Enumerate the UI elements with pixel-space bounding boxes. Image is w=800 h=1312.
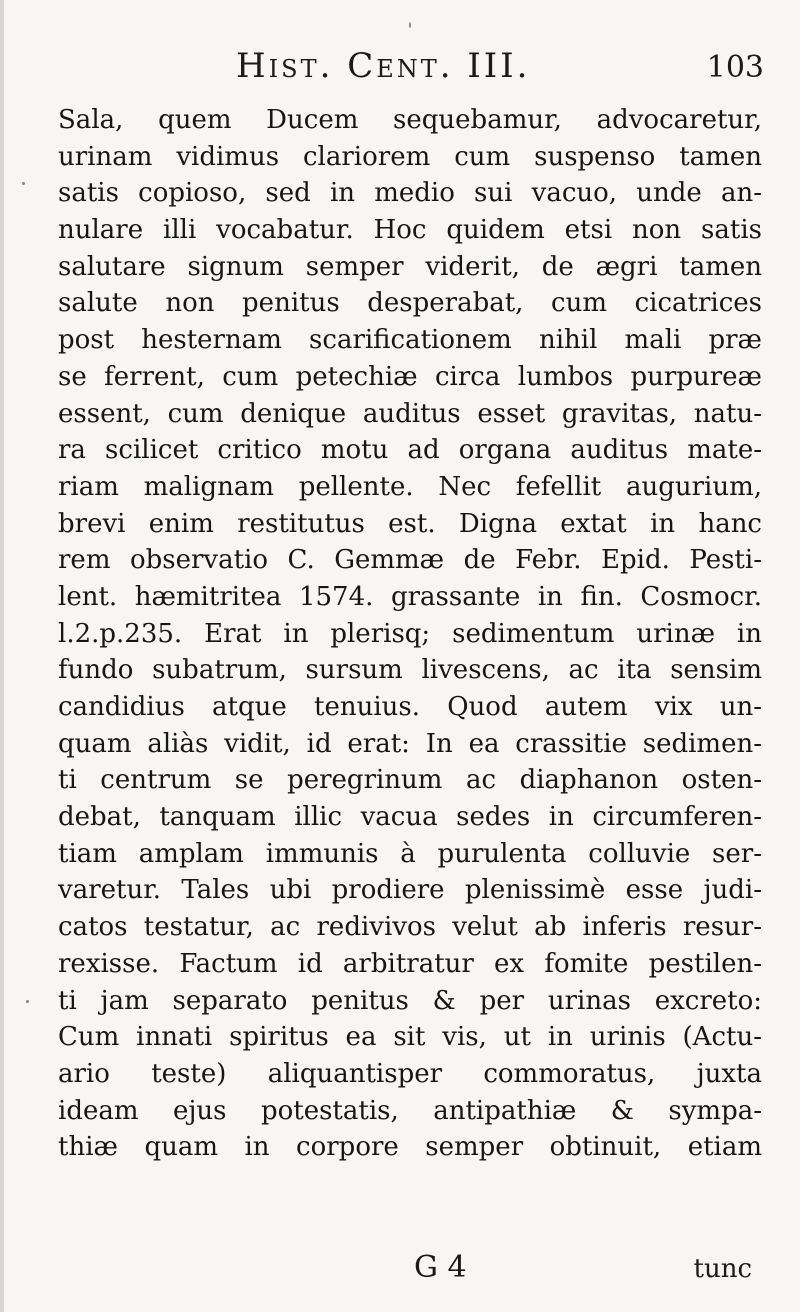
text-line: salutare signum semper viderit, de ægri tamen xyxy=(58,251,762,282)
text-line: essent, cum denique auditus esset gravitas, natu- xyxy=(58,398,762,429)
running-title: Hist. Cent. III. xyxy=(236,46,531,86)
text-line: quam aliàs vidit, id erat: In ea crassitie sedimen- xyxy=(58,728,762,759)
text-line: nulare illi vocabatur. Hoc quidem etsi non satis xyxy=(58,215,762,246)
text-line: riam malignam pellente. Nec fefellit augurium, xyxy=(58,471,762,502)
text-line: l.2.p.235. Erat in plerisq; sedimentum urinæ in xyxy=(58,618,762,649)
catchword: tunc xyxy=(693,1254,752,1284)
text-line: Cum innati spiritus ea sit vis, ut in urinis (Actu- xyxy=(58,1022,762,1053)
text-line: urinam vidimus clariorem cum suspenso tamen xyxy=(58,141,762,172)
text-line: lent. hæmitritea 1574. grassante in fin. Cosmocr. xyxy=(58,581,762,612)
text-line: satis copioso, sed in medio sui vacuo, unde an- xyxy=(58,178,762,209)
ink-speck xyxy=(26,1000,29,1003)
text-line: candidius atque tenuius. Quod autem vix un- xyxy=(58,692,762,722)
text-line: post hesternam scarificationem nihil mali præ xyxy=(58,325,762,356)
text-line: brevi enim restitutus est. Digna extat in hanc xyxy=(58,508,762,539)
text-line: salute non penitus desperabat, cum cicatrices xyxy=(58,288,762,319)
text-line: thiæ quam in corpore semper obtinuit, etiam xyxy=(58,1132,762,1163)
text-line: tiam amplam immunis à purulenta colluvie ser- xyxy=(58,838,762,869)
text-line: se ferrent, cum petechiæ circa lumbos purpureæ xyxy=(58,361,762,392)
text-line: ideam ejus potestatis, antipathiæ & sympa- xyxy=(58,1095,762,1126)
signature-mark: G 4 xyxy=(414,1250,467,1285)
text-line: rexisse. Factum id arbitratur ex fomite pestilen- xyxy=(58,948,762,979)
text-line: rem observatio C. Gemmæ de Febr. Epid. Pesti- xyxy=(58,545,762,576)
text-line: ra scilicet critico motu ad organa auditus mate- xyxy=(58,435,762,466)
text-line: ario teste) aliquantisper commoratus, juxta xyxy=(58,1058,762,1089)
body-text xyxy=(58,102,762,1166)
page-footer xyxy=(4,1250,800,1300)
ink-speck xyxy=(22,182,25,185)
page-number: 103 xyxy=(706,50,764,85)
page-header xyxy=(4,46,800,96)
text-line: catos testatur, ac redivivos velut ab inferis resur- xyxy=(58,912,762,943)
text-line: debat, tanquam illic vacua sedes in circumferen- xyxy=(58,802,762,833)
text-line: ti jam separato penitus & per urinas excreto: xyxy=(58,985,762,1016)
text-line: ti centrum se peregrinum ac diaphanon osten- xyxy=(58,765,762,796)
text-line: fundo subatrum, sursum livescens, ac ita sensim xyxy=(58,655,762,686)
text-line: Sala, quem Ducem sequebamur, advocaretur, xyxy=(58,105,762,135)
ink-speck xyxy=(409,22,411,28)
text-line: varetur. Tales ubi prodiere plenissimè esse judi- xyxy=(58,875,762,906)
